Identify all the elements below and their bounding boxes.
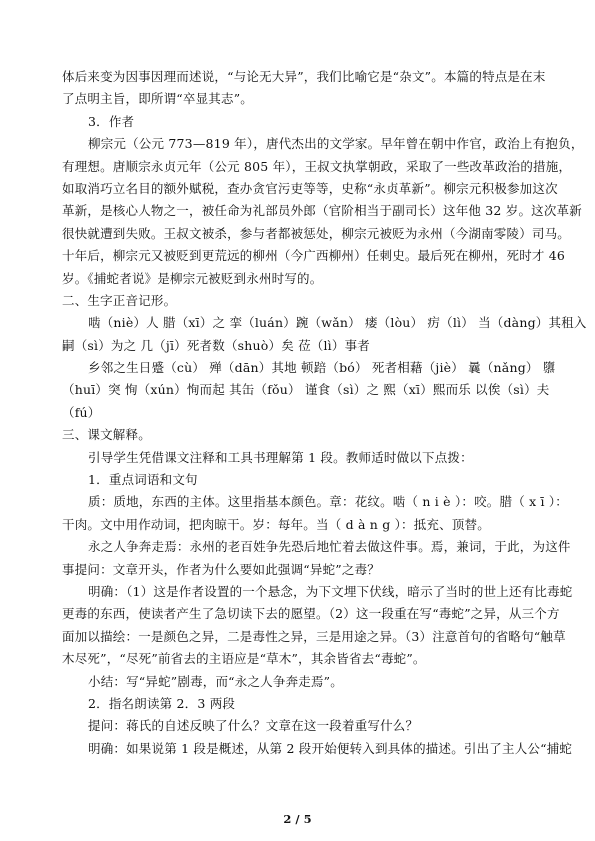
- paragraph-start: 引导学生凭借课文注释和工具书理解第 1 段。教师适时做以下点拨：: [88, 449, 473, 465]
- text-line: 如取消巧立名目的额外赋税，查办贪官污吏等等，史称“永贞革新”。柳宗元积极参加这次: [62, 180, 558, 196]
- section-heading: 3．作者: [88, 113, 135, 129]
- section-heading: 二、生字正音记形。: [62, 292, 177, 308]
- paragraph-start: 永之人争奔走焉：永州的老百姓争先恐后地忙着去做这件事。焉，兼词，于此，为这件: [88, 539, 571, 555]
- subsection-heading: 2．指名朗读第 2．3 两段: [88, 695, 236, 711]
- text-line: 面加以描绘：一是颜色之异，二是毒性之异，三是用途之异。（3）注意首句的省略句“触草: [62, 628, 566, 644]
- text-line: 体后来变为因事因理而述说，“与论无大异”，我们比喻它是“杂文”。本篇的特点是在末: [62, 69, 546, 84]
- text-line: 有理想。唐顺宗永贞元年（公元 805 年），王叔文执掌朝政，采取了一些改革政治的措施，: [62, 158, 572, 174]
- text-line: 十年后，柳宗元又被贬到更荒远的柳州（今广西柳州）任刺史。最后死在柳州，死时才 46: [62, 248, 566, 264]
- text-line: 很快就遭到失败。王叔文被杀，参与者都被惩处，柳宗元被贬为永州（今湖南零陵）司马。: [62, 225, 571, 241]
- text-line: 了点明主旨，即所谓“卒显其志”。: [62, 91, 253, 107]
- paragraph-start: 柳宗元（公元 773—819 年），唐代杰出的文学家。早年曾在朝中作官，政治上有抱负，: [88, 136, 584, 152]
- text-line: 岁。《捕蛇者说》是柳宗元被贬到永州时写的。: [62, 270, 323, 286]
- text-line: 木尽死”，“尽死”前省去的主语应是“草木”，其余皆省去“毒蛇”。: [62, 651, 426, 667]
- paragraph-start: 质：质地，东西的主体。这里指基本颜色。章：花纹。啮（ n i è ）：咬。腊（ x ī ）：: [88, 494, 569, 510]
- paragraph-start: 小结：写“异蛇”剧毒，而“永之人争奔走焉”。: [88, 673, 343, 689]
- page-body: [62, 66, 587, 760]
- page-number: 2 / 5: [283, 812, 312, 826]
- text-line: 更毒的东西，使读者产生了急切读下去的愿望。（2）这一段重在写“毒蛇”之异，从三个方: [62, 606, 560, 622]
- pronunciation-line: 乡邻之生日蹙（cù） 殚（dān）其地 顿踣（bó） 死者相藉（jiè） 曩（nǎng） 隳: [88, 360, 556, 376]
- text-line: 事提问：文章开头，作者为什么要如此强调“异蛇”之毒？: [62, 561, 380, 577]
- pronunciation-line: （huī）突 恂（xún）恂而起 其缶（fǒu） 谨食（sì）之 熙（xī）熙而乐 以俟（sì）夫: [62, 382, 550, 398]
- paragraph-start: 明确：（1）这是作者设置的一个悬念，为下文埋下伏线，暗示了当时的世上还有比毒蛇: [88, 583, 573, 599]
- paragraph-start: 明确：如果说第 1 段是概述，从第 2 段开始便转入到具体的描述。引出了主人公“捕蛇: [88, 740, 573, 756]
- text-line: 干肉。文中用作动词，把肉晾干。岁：每年。当（ d à n g ）：抵充、顶替。: [62, 516, 490, 532]
- text-line: 革新，是核心人物之一，被任命为礼部员外郎（官阶相当于副司长）这年他 32 岁。这次革新: [62, 203, 582, 219]
- subsection-heading: 1．重点词语和文句: [88, 472, 198, 488]
- pronunciation-line: （fú）: [62, 404, 101, 420]
- pronunciation-line: 嗣（sì）为之 几（jī）死者数（shuò）矣 莅（lì）事者: [62, 337, 370, 353]
- section-heading: 三、课文解释。: [62, 427, 151, 443]
- pronunciation-line: 啮（niè）人 腊（xī）之 挛（luán）踠（wǎn） 瘘（lòu） 疠（lì） 当（dàng）其租入: [88, 315, 587, 331]
- paragraph-start: 提问：蒋氏的自述反映了什么？文章在这一段着重写什么？: [88, 718, 419, 734]
